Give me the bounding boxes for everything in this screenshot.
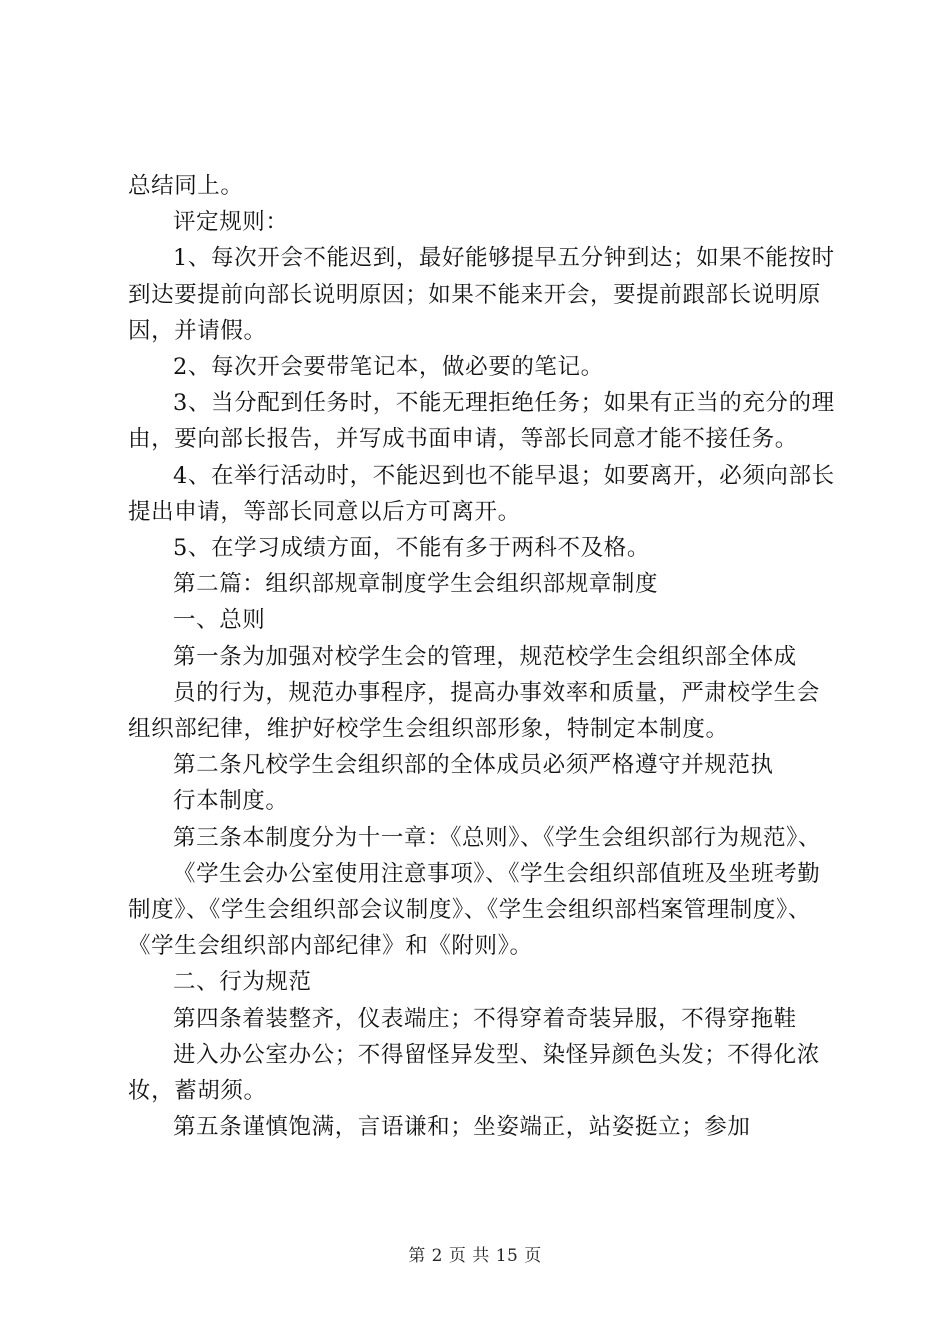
paragraph-rule-4: 4、在举行活动时，不能迟到也不能早退；如要离开，必须向部长提出申请，等部长同意以后方可离开。: [128, 462, 835, 525]
paragraph-summary: 总结同上。: [128, 173, 244, 199]
paragraph-article-1-continued: 员的行为，规范办事程序，提高办事效率和质量，严肃校学生会组织部纪律，维护好校学生会组织部形象，特制定本制度。: [128, 679, 820, 743]
paragraph-article-1: 第一条为加强对校学生会的管理，规范校学生会组织部全体成: [173, 643, 797, 670]
paragraph-article-2-continued: 行本制度。: [173, 788, 289, 815]
paragraph-part-two-title: 第二篇：组织部规章制度学生会组织部规章制度: [173, 571, 659, 598]
paragraph-article-3-continued: 《学生会办公室使用注意事项》、《学生会组织部值班及坐班考勤制度》、《学生会组织部会议制度》、《学生会组织部档案管理制度》、《学生会组织部内部纪律》和《附则》。: [128, 860, 821, 960]
paragraph-article-5: 第五条谨慎饱满，言语谦和；坐姿端正，站姿挺立；参加: [173, 1114, 751, 1141]
paragraph-rules-heading: 评定规则：: [173, 209, 289, 236]
paragraph-article-3: 第三条本制度分为十一章：《总则》、《学生会组织部行为规范》、: [173, 824, 822, 851]
paragraph-article-4-continued: 进入办公室办公；不得留怪异发型、染怪异颜色头发；不得化浓妆，蓄胡须。: [128, 1041, 820, 1105]
paragraph-rule-3: 3、当分配到任务时，不能无理拒绝任务；如果有正当的充分的理由，要向部长报告，并写成书面申请，等部长同意才能不接任务。: [128, 390, 835, 453]
paragraph-section-general: 一、总则: [173, 607, 266, 634]
paragraph-rule-5: 5、在学习成绩方面，不能有多于两科不及格。: [173, 535, 650, 562]
paragraph-rule-2: 2、每次开会要带笔记本，做必要的笔记。: [173, 354, 604, 381]
paragraph-article-4: 第四条着装整齐，仪表端庄；不得穿着奇装异服，不得穿拖鞋: [173, 1005, 797, 1032]
page-number-footer: 第 2 页 共 15 页: [408, 1246, 542, 1266]
paragraph-article-2: 第二条凡校学生会组织部的全体成员必须严格遵守并规范执: [173, 752, 774, 779]
paragraph-section-conduct: 二、行为规范: [173, 969, 312, 996]
document-body: [128, 168, 838, 1145]
paragraph-rule-1: 1、每次开会不能迟到，最好能够提早五分钟到达；如果不能按时到达要提前向部长说明原因；如果不能来开会，要提前跟部长说明原因，并请假。: [128, 245, 835, 344]
